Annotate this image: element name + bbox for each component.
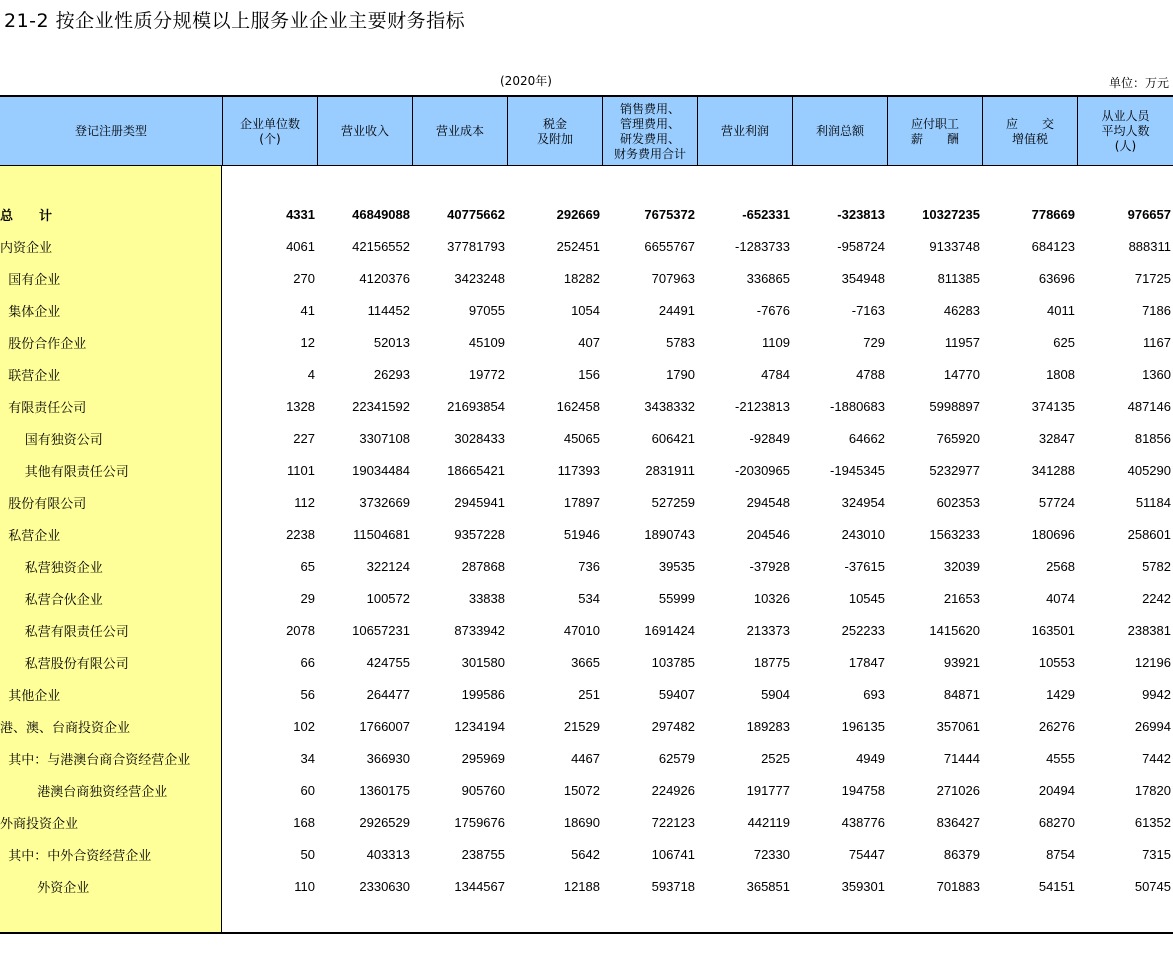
cell-value: -37928	[749, 558, 790, 574]
table-row	[0, 838, 1173, 870]
table-row	[0, 518, 1173, 550]
table-row	[0, 454, 1173, 486]
cell-value: 102	[293, 718, 315, 734]
cell-value: 4074	[1046, 590, 1075, 606]
cell-value: 106741	[651, 846, 695, 862]
cell-value: 888311	[1128, 238, 1171, 254]
table-row	[0, 294, 1173, 326]
cell-value: 9942	[1142, 686, 1171, 702]
cell-value: 424755	[366, 654, 410, 670]
cell-value: 59407	[658, 686, 695, 702]
cell-value: 19772	[468, 366, 505, 382]
cell-value: 10657231	[352, 622, 410, 638]
cell-value: 1054	[571, 302, 600, 318]
cell-value: 365851	[746, 878, 790, 894]
cell-value: 114452	[367, 302, 410, 318]
cell-value: 57724	[1038, 494, 1075, 510]
column-header-3: 营业成本	[412, 97, 507, 166]
table-row	[0, 390, 1173, 422]
cell-value: 1429	[1046, 686, 1075, 702]
cell-value: 3665	[571, 654, 600, 670]
cell-value: 264477	[366, 686, 410, 702]
row-label: 其他企业	[0, 688, 61, 704]
row-label: 总 计	[0, 208, 53, 224]
cell-value: 156	[578, 366, 600, 382]
cell-value: 65	[300, 558, 315, 574]
row-label: 国有独资公司	[0, 432, 103, 448]
cell-value: 34	[300, 750, 315, 766]
cell-value: 7315	[1142, 846, 1171, 862]
cell-value: 60	[300, 782, 315, 798]
cell-value: 2242	[1142, 590, 1171, 606]
column-header-2: 营业收入	[317, 97, 412, 166]
cell-value: 204546	[746, 526, 790, 542]
cell-value: 1759676	[454, 814, 505, 830]
cell-value: 294548	[746, 494, 790, 510]
cell-value: 17897	[563, 494, 600, 510]
cell-value: 20494	[1038, 782, 1075, 798]
table-row	[0, 870, 1173, 902]
row-label: 私营企业	[0, 528, 61, 544]
cell-value: 4784	[761, 366, 790, 382]
cell-value: 4	[307, 366, 315, 382]
cell-value: 3438332	[644, 398, 695, 414]
cell-value: 593718	[651, 878, 695, 894]
cell-value: 1167	[1143, 334, 1171, 350]
cell-value: 729	[863, 334, 885, 350]
cell-value: 366930	[366, 750, 410, 766]
cell-value: 3028433	[454, 430, 505, 446]
cell-value: 374135	[1031, 398, 1075, 414]
cell-value: 46283	[943, 302, 980, 318]
table-row	[0, 646, 1173, 678]
cell-value: 2926529	[359, 814, 410, 830]
cell-value: 2330630	[359, 878, 410, 894]
cell-value: 103785	[651, 654, 695, 670]
cell-value: 1344567	[454, 878, 505, 894]
cell-value: 37781793	[447, 238, 505, 254]
column-header-9: 应 交 增值税	[982, 97, 1077, 166]
cell-value: 45109	[468, 334, 505, 350]
cell-value: 62579	[658, 750, 695, 766]
row-label: 私营有限责任公司	[0, 624, 129, 640]
cell-value: 21693854	[447, 398, 505, 414]
cell-value: 707963	[651, 270, 695, 286]
cell-value: 42156552	[352, 238, 410, 254]
cell-value: 1691424	[644, 622, 695, 638]
cell-value: 194758	[841, 782, 885, 798]
column-header-1: 企业单位数 (个)	[222, 97, 317, 166]
column-header-0: 登记注册类型	[74, 124, 147, 138]
cell-value: 1808	[1046, 366, 1075, 382]
cell-value: 40775662	[447, 206, 505, 222]
cell-value: 2238	[286, 526, 315, 542]
cell-value: 341288	[1031, 462, 1075, 478]
cell-value: 10326	[753, 590, 790, 606]
cell-value: 32039	[943, 558, 980, 574]
column-header-10: 从业人员 平均人数 (人)	[1077, 97, 1173, 166]
cell-value: 5642	[571, 846, 600, 862]
cell-value: 224926	[651, 782, 695, 798]
cell-value: 29	[300, 590, 315, 606]
cell-value: 301580	[461, 654, 505, 670]
row-label: 私营独资企业	[0, 560, 103, 576]
row-label: 国有企业	[0, 272, 61, 288]
cell-value: 10327235	[922, 206, 980, 222]
cell-value: 602353	[936, 494, 980, 510]
cell-value: 2568	[1046, 558, 1075, 574]
cell-value: 213373	[746, 622, 790, 638]
cell-value: -7163	[851, 302, 885, 318]
cell-value: 438776	[841, 814, 885, 830]
cell-value: 5782	[1142, 558, 1171, 574]
cell-value: 2831911	[645, 462, 695, 478]
cell-value: 4120376	[359, 270, 410, 286]
column-header-5: 销售费用、 管理费用、 研发费用、 财务费用合计	[602, 97, 697, 166]
cell-value: 39535	[658, 558, 695, 574]
table-row	[0, 806, 1173, 838]
cell-value: 3732669	[359, 494, 410, 510]
column-header-8: 应付职工 薪 酬	[887, 97, 982, 166]
cell-value: 61352	[1134, 814, 1171, 830]
cell-value: 3307108	[359, 430, 410, 446]
cell-value: 84871	[943, 686, 980, 702]
table-row	[0, 486, 1173, 518]
cell-value: 905760	[461, 782, 505, 798]
cell-value: 75447	[848, 846, 885, 862]
cell-value: 18775	[753, 654, 790, 670]
cell-value: 196135	[841, 718, 885, 734]
cell-value: 97055	[468, 302, 505, 318]
year-label: (2020年)	[500, 74, 552, 88]
cell-value: 86379	[943, 846, 980, 862]
cell-value: 625	[1053, 334, 1075, 350]
cell-value: 4949	[856, 750, 885, 766]
cell-value: 54151	[1038, 878, 1075, 894]
table-row	[0, 262, 1173, 294]
table-header	[0, 95, 1173, 166]
cell-value: 3423248	[454, 270, 505, 286]
cell-value: 21653	[943, 590, 980, 606]
cell-value: 4467	[571, 750, 600, 766]
cell-value: 684123	[1031, 238, 1075, 254]
unit-label: 单位：万元	[1108, 76, 1169, 90]
row-label: 其中：中外合资经营企业	[0, 848, 152, 864]
cell-value: 258601	[1127, 526, 1171, 542]
cell-value: 52013	[373, 334, 410, 350]
cell-value: 442119	[747, 814, 790, 830]
cell-value: 1328	[286, 398, 315, 414]
cell-value: -652331	[742, 206, 790, 222]
row-label: 其他有限责任公司	[0, 464, 129, 480]
row-label: 股份合作企业	[0, 336, 87, 352]
cell-value: 4555	[1046, 750, 1075, 766]
cell-value: 527259	[651, 494, 695, 510]
cell-value: 722123	[651, 814, 695, 830]
cell-value: 4788	[856, 366, 885, 382]
page-title: 21-2 按企业性质分规模以上服务业企业主要财务指标	[4, 10, 466, 32]
table-row	[0, 582, 1173, 614]
cell-value: -2123813	[735, 398, 790, 414]
cell-value: -37615	[844, 558, 885, 574]
cell-value: 24491	[658, 302, 695, 318]
cell-value: -1880683	[830, 398, 885, 414]
cell-value: 100572	[366, 590, 410, 606]
cell-value: 5232977	[929, 462, 980, 478]
cell-value: 199586	[461, 686, 505, 702]
cell-value: 71725	[1134, 270, 1171, 286]
cell-value: 2945941	[454, 494, 505, 510]
cell-value: 10545	[848, 590, 885, 606]
cell-value: 336865	[746, 270, 790, 286]
cell-value: 4011	[1047, 302, 1075, 318]
cell-value: 72330	[753, 846, 790, 862]
column-header-4: 税金 及附加	[507, 97, 602, 166]
cell-value: 10553	[1038, 654, 1075, 670]
total-row	[0, 198, 1173, 230]
table-body	[0, 198, 1173, 902]
row-label: 联营企业	[0, 368, 61, 384]
cell-value: 110	[294, 878, 315, 894]
row-label: 外商投资企业	[0, 816, 79, 832]
table-row	[0, 326, 1173, 358]
cell-value: 324954	[841, 494, 885, 510]
cell-value: 51184	[1135, 494, 1171, 510]
row-label: 内资企业	[0, 240, 53, 256]
cell-value: 26293	[373, 366, 410, 382]
table-row	[0, 678, 1173, 710]
table-row	[0, 710, 1173, 742]
cell-value: 292669	[556, 206, 600, 222]
cell-value: 33838	[468, 590, 505, 606]
row-label: 集体企业	[0, 304, 61, 320]
cell-value: 701883	[936, 878, 980, 894]
cell-value: 252233	[841, 622, 885, 638]
cell-value: 56	[300, 686, 315, 702]
cell-value: 12	[300, 334, 315, 350]
cell-value: 271026	[936, 782, 980, 798]
table-row	[0, 550, 1173, 582]
cell-value: 2078	[286, 622, 315, 638]
column-header-6: 营业利润	[697, 97, 792, 166]
cell-value: 287868	[461, 558, 505, 574]
cell-value: 47010	[563, 622, 600, 638]
cell-value: 71444	[943, 750, 980, 766]
row-label: 外资企业	[0, 880, 90, 896]
cell-value: -323813	[837, 206, 885, 222]
cell-value: 93921	[943, 654, 980, 670]
cell-value: 162458	[556, 398, 600, 414]
cell-value: 21529	[563, 718, 600, 734]
cell-value: 180696	[1031, 526, 1075, 542]
cell-value: 32847	[1038, 430, 1075, 446]
row-label: 私营股份有限公司	[0, 656, 129, 672]
cell-value: 976657	[1127, 206, 1171, 222]
cell-value: 7186	[1142, 302, 1171, 318]
cell-value: 189283	[746, 718, 790, 734]
cell-value: 17820	[1134, 782, 1171, 798]
cell-value: 238755	[461, 846, 505, 862]
cell-value: 63696	[1038, 270, 1075, 286]
row-label: 港澳台商独资经营企业	[0, 784, 168, 800]
cell-value: 227	[293, 430, 315, 446]
cell-value: -92849	[749, 430, 790, 446]
row-label: 私营合伙企业	[0, 592, 103, 608]
cell-value: 191777	[746, 782, 790, 798]
table-row	[0, 422, 1173, 454]
table-row	[0, 230, 1173, 262]
cell-value: 117393	[557, 462, 600, 478]
table-row	[0, 774, 1173, 806]
cell-value: 68270	[1038, 814, 1075, 830]
cell-value: 297482	[651, 718, 695, 734]
cell-value: 1360	[1142, 366, 1171, 382]
cell-value: 9133748	[929, 238, 980, 254]
cell-value: -1945345	[830, 462, 885, 478]
row-label: 港、澳、台商投资企业	[0, 720, 131, 736]
cell-value: 811385	[937, 270, 980, 286]
cell-value: 2525	[761, 750, 790, 766]
cell-value: 252451	[556, 238, 600, 254]
cell-value: 12188	[563, 878, 600, 894]
cell-value: 357061	[936, 718, 980, 734]
cell-value: 50745	[1134, 878, 1171, 894]
cell-value: 778669	[1031, 206, 1075, 222]
cell-value: 407	[578, 334, 600, 350]
cell-value: 19034484	[352, 462, 410, 478]
cell-value: -958724	[837, 238, 885, 254]
cell-value: 55999	[658, 590, 695, 606]
cell-value: 163501	[1031, 622, 1075, 638]
row-label: 其中：与港澳台商合资经营企业	[0, 752, 191, 768]
cell-value: 18690	[563, 814, 600, 830]
cell-value: 64662	[848, 430, 885, 446]
cell-value: 45065	[563, 430, 600, 446]
cell-value: 51946	[563, 526, 600, 542]
cell-value: 66	[300, 654, 315, 670]
cell-value: 765920	[936, 430, 980, 446]
table-bottom-border	[0, 932, 1173, 934]
cell-value: 487146	[1127, 398, 1171, 414]
cell-value: 12196	[1134, 654, 1171, 670]
cell-value: 736	[578, 558, 600, 574]
cell-value: 5904	[761, 686, 790, 702]
cell-value: 606421	[651, 430, 695, 446]
cell-value: 4061	[286, 238, 315, 254]
cell-value: 9357228	[454, 526, 505, 542]
cell-value: 4331	[286, 206, 315, 222]
cell-value: -2030965	[735, 462, 790, 478]
cell-value: 14770	[943, 366, 980, 382]
table-row	[0, 358, 1173, 390]
cell-value: 46849088	[352, 206, 410, 222]
cell-value: 22341592	[352, 398, 410, 414]
cell-value: 354948	[841, 270, 885, 286]
cell-value: 8733942	[454, 622, 505, 638]
cell-value: 17847	[848, 654, 885, 670]
cell-value: 251	[578, 686, 600, 702]
cell-value: 41	[300, 302, 315, 318]
cell-value: 50	[300, 846, 315, 862]
cell-value: 322124	[366, 558, 410, 574]
cell-value: 11504681	[353, 526, 410, 542]
cell-value: 6655767	[644, 238, 695, 254]
cell-value: 112	[294, 494, 315, 510]
table-row	[0, 614, 1173, 646]
cell-value: 18282	[563, 270, 600, 286]
cell-value: 1415620	[929, 622, 980, 638]
row-label: 有限责任公司	[0, 400, 87, 416]
column-header-7: 利润总额	[792, 97, 887, 166]
cell-value: 405290	[1127, 462, 1171, 478]
row-label: 股份有限公司	[0, 496, 87, 512]
cell-value: 18665421	[447, 462, 505, 478]
cell-value: 1360175	[359, 782, 410, 798]
table-row	[0, 742, 1173, 774]
cell-value: 8754	[1046, 846, 1075, 862]
cell-value: 693	[863, 686, 885, 702]
cell-value: 1109	[762, 334, 790, 350]
cell-value: 534	[578, 590, 600, 606]
cell-value: 1563233	[929, 526, 980, 542]
cell-value: 238381	[1127, 622, 1171, 638]
cell-value: 5783	[666, 334, 695, 350]
cell-value: 1101	[287, 462, 315, 478]
cell-value: 15072	[563, 782, 600, 798]
cell-value: 295969	[461, 750, 505, 766]
cell-value: 403313	[366, 846, 410, 862]
cell-value: 1234194	[454, 718, 505, 734]
cell-value: -7676	[756, 302, 790, 318]
cell-value: -1283733	[735, 238, 790, 254]
cell-value: 243010	[841, 526, 885, 542]
cell-value: 81856	[1134, 430, 1171, 446]
cell-value: 26276	[1038, 718, 1075, 734]
cell-value: 270	[293, 270, 315, 286]
cell-value: 7442	[1142, 750, 1171, 766]
cell-value: 7675372	[644, 206, 695, 222]
cell-value: 11957	[944, 334, 980, 350]
cell-value: 26994	[1134, 718, 1171, 734]
cell-value: 168	[293, 814, 315, 830]
cell-value: 5998897	[929, 398, 980, 414]
cell-value: 1890743	[644, 526, 695, 542]
cell-value: 1790	[666, 366, 695, 382]
cell-value: 836427	[936, 814, 980, 830]
cell-value: 359301	[841, 878, 885, 894]
cell-value: 1766007	[359, 718, 410, 734]
